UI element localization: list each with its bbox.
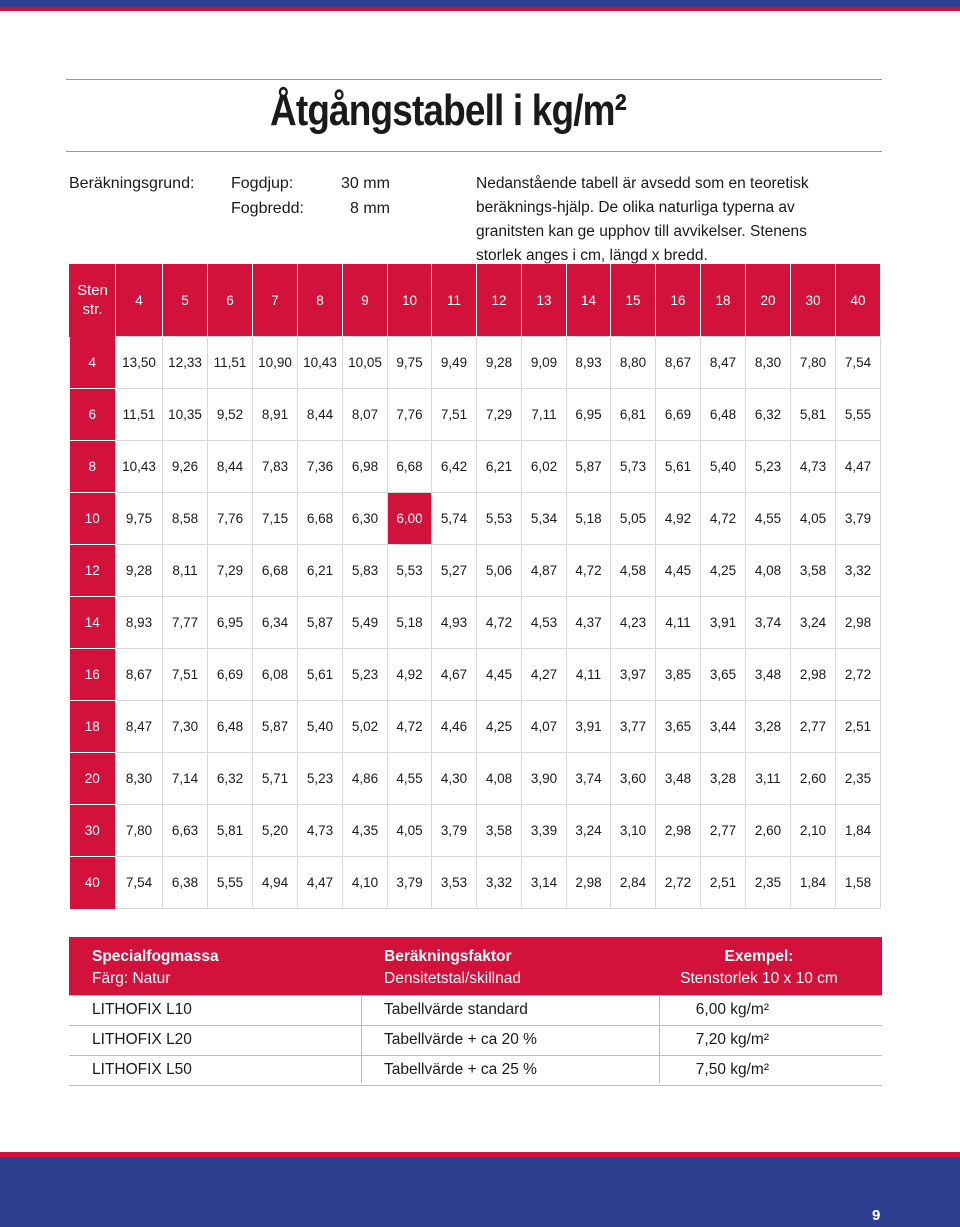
- table-cell: 2,60: [791, 753, 836, 805]
- table-cell: 7,80: [791, 337, 836, 389]
- table-cell: 3,85: [656, 649, 701, 701]
- row-header: 16: [70, 649, 116, 701]
- product-name: LITHOFIX L50: [92, 1061, 192, 1078]
- factor-table-body: [69, 995, 882, 1086]
- column-header: 15: [611, 264, 656, 337]
- table-cell: 4,37: [567, 597, 611, 649]
- table-cell: 8,93: [567, 337, 611, 389]
- table-row: [70, 701, 881, 753]
- page-title: Åtgångstabell i kg/m²: [270, 86, 627, 135]
- table-cell: 4,73: [298, 805, 343, 857]
- corner-label-line2: str.: [82, 301, 103, 318]
- table-cell: 4,72: [567, 545, 611, 597]
- table-cell: 4,25: [701, 545, 746, 597]
- table-cell: 4,05: [791, 493, 836, 545]
- table-cell: 5,23: [298, 753, 343, 805]
- table-cell: 10,05: [343, 337, 388, 389]
- joint-depth-label: Fogdjup:: [231, 175, 294, 192]
- col3-title: Exempel:: [724, 948, 794, 965]
- table-cell: 6,68: [253, 545, 298, 597]
- table-cell: 5,05: [611, 493, 656, 545]
- table-cell: 1,84: [836, 805, 881, 857]
- table-cell: 2,72: [656, 857, 701, 909]
- table-cell: 4,27: [522, 649, 567, 701]
- table-cell: 2,35: [746, 857, 791, 909]
- table-cell: 8,58: [163, 493, 208, 545]
- table-cell: 4,11: [656, 597, 701, 649]
- row-header: 30: [70, 805, 116, 857]
- table-cell: 3,74: [567, 753, 611, 805]
- table-cell: 5,23: [746, 441, 791, 493]
- table-cell: 4,10: [343, 857, 388, 909]
- table-cell: 2,35: [836, 753, 881, 805]
- factor-text: Tabellvärde + ca 20 %: [384, 1031, 537, 1048]
- top-blue-band: [0, 0, 960, 7]
- table-cell: 9,75: [116, 493, 163, 545]
- table-cell: 7,11: [522, 389, 567, 441]
- table-cell: 5,83: [343, 545, 388, 597]
- table-cell: 2,77: [701, 805, 746, 857]
- factor-row: [69, 1056, 882, 1086]
- table-row: [70, 389, 881, 441]
- title-rule-top: [66, 79, 882, 80]
- table-cell: 5,23: [343, 649, 388, 701]
- row-header: 4: [70, 337, 116, 389]
- table-cell: 5,55: [836, 389, 881, 441]
- column-header: 16: [656, 264, 701, 337]
- table-cell: 4,08: [746, 545, 791, 597]
- joint-depth-value: 30 mm: [341, 175, 390, 192]
- table-cell: 6,68: [388, 441, 432, 493]
- table-cell: 10,35: [163, 389, 208, 441]
- table-row: [70, 337, 881, 389]
- table-cell: 3,97: [611, 649, 656, 701]
- table-cell: 7,83: [253, 441, 298, 493]
- row-header: 8: [70, 441, 116, 493]
- column-header: 20: [746, 264, 791, 337]
- table-cell: 5,06: [477, 545, 522, 597]
- table-cell: 3,74: [746, 597, 791, 649]
- table-cell: 9,26: [163, 441, 208, 493]
- table-cell: 3,48: [746, 649, 791, 701]
- factor-table-header: [69, 937, 882, 995]
- table-cell: 3,79: [388, 857, 432, 909]
- table-cell: 5,34: [522, 493, 567, 545]
- table-cell: 5,81: [791, 389, 836, 441]
- table-cell: 8,07: [343, 389, 388, 441]
- bottom-blue-band: [0, 1152, 960, 1227]
- table-row: [70, 649, 881, 701]
- table-cell: 3,91: [701, 597, 746, 649]
- row-header: 12: [70, 545, 116, 597]
- table-cell: 3,24: [791, 597, 836, 649]
- table-cell: 9,75: [388, 337, 432, 389]
- table-cell: 1,84: [791, 857, 836, 909]
- row-header: 40: [70, 857, 116, 909]
- page-number: 9: [872, 1207, 881, 1224]
- bottom-red-stripe: [0, 1152, 960, 1157]
- title-rule-bottom: [66, 151, 882, 152]
- table-cell: 12,33: [163, 337, 208, 389]
- table-cell: 5,20: [253, 805, 298, 857]
- col3-subtitle: Stenstorlek 10 x 10 cm: [680, 970, 838, 987]
- table-cell: 5,87: [567, 441, 611, 493]
- joint-width-value: 8 mm: [350, 200, 390, 217]
- table-cell: 5,18: [567, 493, 611, 545]
- table-cell: 8,11: [163, 545, 208, 597]
- factor-row: [69, 1026, 882, 1056]
- table-cell: 4,08: [477, 753, 522, 805]
- table-row: [70, 753, 881, 805]
- table-cell: 10,43: [298, 337, 343, 389]
- table-cell: 7,77: [163, 597, 208, 649]
- table-cell: 4,45: [477, 649, 522, 701]
- table-cell: 3,77: [611, 701, 656, 753]
- factor-divider-2: [659, 995, 660, 1083]
- table-cell: 7,76: [388, 389, 432, 441]
- table-cell: 3,91: [567, 701, 611, 753]
- corner-header: [70, 264, 116, 337]
- table-cell: 3,44: [701, 701, 746, 753]
- table-cell: 7,54: [116, 857, 163, 909]
- table-cell: 8,30: [116, 753, 163, 805]
- table-cell: 6,30: [343, 493, 388, 545]
- table-cell: 11,51: [208, 337, 253, 389]
- example-value: 6,00 kg/m²: [695, 1001, 769, 1018]
- table-cell: 6,21: [477, 441, 522, 493]
- table-cell: 3,32: [477, 857, 522, 909]
- factor-divider-1: [361, 995, 362, 1083]
- table-cell: 3,65: [701, 649, 746, 701]
- table-cell: 4,86: [343, 753, 388, 805]
- table-cell: 2,98: [791, 649, 836, 701]
- column-header: 11: [432, 264, 477, 337]
- row-header: 10: [70, 493, 116, 545]
- column-header: 14: [567, 264, 611, 337]
- table-cell: 8,30: [746, 337, 791, 389]
- table-cell: 4,92: [388, 649, 432, 701]
- column-header: 12: [477, 264, 522, 337]
- table-cell: 3,79: [432, 805, 477, 857]
- table-cell: 8,44: [208, 441, 253, 493]
- table-row: [70, 441, 881, 493]
- table-header-row: [70, 264, 881, 337]
- table-cell: 7,36: [298, 441, 343, 493]
- table-cell: 3,58: [791, 545, 836, 597]
- table-cell: 4,25: [477, 701, 522, 753]
- table-cell: 4,72: [701, 493, 746, 545]
- table-cell: 8,67: [116, 649, 163, 701]
- row-header: 20: [70, 753, 116, 805]
- table-cell: 8,67: [656, 337, 701, 389]
- table-row: [70, 857, 881, 909]
- product-name: LITHOFIX L10: [92, 1001, 192, 1018]
- col2-subtitle: Densitetstal/skillnad: [384, 970, 521, 987]
- table-cell: 3,58: [477, 805, 522, 857]
- table-cell: 2,98: [656, 805, 701, 857]
- table-cell: 3,53: [432, 857, 477, 909]
- table-cell: 5,02: [343, 701, 388, 753]
- table-cell: 4,30: [432, 753, 477, 805]
- table-cell: 7,80: [116, 805, 163, 857]
- column-header: 4: [116, 264, 163, 337]
- joint-width-label: Fogbredd:: [231, 200, 304, 217]
- table-cell: 5,55: [208, 857, 253, 909]
- table-cell: 9,09: [522, 337, 567, 389]
- table-cell: 3,48: [656, 753, 701, 805]
- table-cell: 6,21: [298, 545, 343, 597]
- table-cell: 6,34: [253, 597, 298, 649]
- table-cell: 5,53: [477, 493, 522, 545]
- col1-subtitle: Färg: Natur: [92, 970, 171, 987]
- table-cell: 4,72: [477, 597, 522, 649]
- table-cell: 3,10: [611, 805, 656, 857]
- table-cell: 3,90: [522, 753, 567, 805]
- table-row: [70, 545, 881, 597]
- table-cell: 4,94: [253, 857, 298, 909]
- table-cell: 5,74: [432, 493, 477, 545]
- description-text: Nedanstående tabell är avsedd som en teoretisk beräknings-hjälp. De olika naturliga typerna av granitsten kan ge upphov till avvikelser. Stenens storlek anges i cm, längd x bredd.: [476, 175, 809, 264]
- table-cell: 6,81: [611, 389, 656, 441]
- table-cell: 5,87: [298, 597, 343, 649]
- table-cell: 6,32: [746, 389, 791, 441]
- table-cell: 8,44: [298, 389, 343, 441]
- column-header: 10: [388, 264, 432, 337]
- table-cell: 11,51: [116, 389, 163, 441]
- table-cell: 9,52: [208, 389, 253, 441]
- example-value: 7,20 kg/m²: [695, 1031, 769, 1048]
- table-cell: 3,79: [836, 493, 881, 545]
- basis-label: Beräkningsgrund:: [69, 175, 195, 192]
- column-header: 8: [298, 264, 343, 337]
- table-cell: 7,29: [208, 545, 253, 597]
- table-cell: 2,84: [611, 857, 656, 909]
- table-cell: 6,95: [567, 389, 611, 441]
- table-cell: 5,71: [253, 753, 298, 805]
- column-header: 40: [836, 264, 881, 337]
- table-cell: 9,49: [432, 337, 477, 389]
- table-cell: 4,55: [746, 493, 791, 545]
- table-cell: 7,14: [163, 753, 208, 805]
- table-cell: 1,58: [836, 857, 881, 909]
- table-cell: 6,98: [343, 441, 388, 493]
- table-cell: 2,60: [746, 805, 791, 857]
- corner-label-line1: Sten: [77, 282, 108, 299]
- table-cell: 7,51: [163, 649, 208, 701]
- table-cell: 6,02: [522, 441, 567, 493]
- table-cell: 4,35: [343, 805, 388, 857]
- row-header: 18: [70, 701, 116, 753]
- table-row: [70, 597, 881, 649]
- column-header: 5: [163, 264, 208, 337]
- table-cell: 6,69: [208, 649, 253, 701]
- table-cell: 4,92: [656, 493, 701, 545]
- table-row: [70, 805, 881, 857]
- table-cell: 4,53: [522, 597, 567, 649]
- top-red-stripe: [0, 7, 960, 11]
- table-cell: 6,48: [701, 389, 746, 441]
- table-cell: 2,51: [701, 857, 746, 909]
- table-cell: 5,18: [388, 597, 432, 649]
- table-cell: 6,38: [163, 857, 208, 909]
- example-value: 7,50 kg/m²: [695, 1061, 769, 1078]
- column-header: 7: [253, 264, 298, 337]
- table-cell: 8,91: [253, 389, 298, 441]
- table-cell: 4,07: [522, 701, 567, 753]
- column-header: 30: [791, 264, 836, 337]
- table-cell: 5,87: [253, 701, 298, 753]
- table-cell: 7,76: [208, 493, 253, 545]
- table-cell: 7,54: [836, 337, 881, 389]
- table-cell: 4,05: [388, 805, 432, 857]
- table-cell: 4,73: [791, 441, 836, 493]
- table-cell: 2,98: [836, 597, 881, 649]
- table-cell: 6,95: [208, 597, 253, 649]
- table-cell: 6,32: [208, 753, 253, 805]
- table-cell: 2,77: [791, 701, 836, 753]
- table-cell: 5,73: [611, 441, 656, 493]
- column-header: 18: [701, 264, 746, 337]
- table-cell: 3,11: [746, 753, 791, 805]
- table-cell: 4,11: [567, 649, 611, 701]
- table-cell: 4,72: [388, 701, 432, 753]
- table-cell: 4,93: [432, 597, 477, 649]
- factor-text: Tabellvärde + ca 25 %: [384, 1061, 537, 1078]
- row-header: 6: [70, 389, 116, 441]
- table-cell: 5,61: [656, 441, 701, 493]
- table-cell: 5,53: [388, 545, 432, 597]
- table-cell: 9,28: [116, 545, 163, 597]
- table-cell: 5,40: [701, 441, 746, 493]
- table-cell: 6,08: [253, 649, 298, 701]
- factor-text: Tabellvärde standard: [384, 1001, 528, 1018]
- table-cell: 6,69: [656, 389, 701, 441]
- table-cell: 3,32: [836, 545, 881, 597]
- table-cell: 5,49: [343, 597, 388, 649]
- table-cell: 8,80: [611, 337, 656, 389]
- table-cell: 4,23: [611, 597, 656, 649]
- column-header: 13: [522, 264, 567, 337]
- table-cell: 8,47: [701, 337, 746, 389]
- table-cell: 6,42: [432, 441, 477, 493]
- table-cell: 3,14: [522, 857, 567, 909]
- table-cell: 4,58: [611, 545, 656, 597]
- table-cell: 4,47: [836, 441, 881, 493]
- table-cell: 4,87: [522, 545, 567, 597]
- table-cell: 3,39: [522, 805, 567, 857]
- col1-title: Specialfogmassa: [92, 948, 219, 965]
- row-header: 14: [70, 597, 116, 649]
- table-cell: 5,40: [298, 701, 343, 753]
- table-cell: 2,10: [791, 805, 836, 857]
- table-cell: 2,98: [567, 857, 611, 909]
- table-cell: 3,28: [701, 753, 746, 805]
- table-cell: 2,72: [836, 649, 881, 701]
- table-cell: 6,48: [208, 701, 253, 753]
- table-cell: 4,55: [388, 753, 432, 805]
- table-row: [70, 493, 881, 545]
- table-cell: 4,45: [656, 545, 701, 597]
- table-cell: 6,63: [163, 805, 208, 857]
- table-cell: 3,28: [746, 701, 791, 753]
- table-cell: 4,47: [298, 857, 343, 909]
- table-cell: 4,67: [432, 649, 477, 701]
- table-cell: 3,65: [656, 701, 701, 753]
- table-cell: 9,28: [477, 337, 522, 389]
- table-cell: 7,15: [253, 493, 298, 545]
- table-cell: 13,50: [116, 337, 163, 389]
- table-cell-highlighted: 6,00: [388, 493, 432, 545]
- consumption-table: [69, 264, 881, 909]
- table-cell: 7,29: [477, 389, 522, 441]
- table-cell: 2,51: [836, 701, 881, 753]
- table-cell: 8,93: [116, 597, 163, 649]
- product-name: LITHOFIX L20: [92, 1031, 192, 1048]
- table-cell: 3,24: [567, 805, 611, 857]
- table-cell: 10,90: [253, 337, 298, 389]
- col2-title: Beräkningsfaktor: [384, 948, 512, 965]
- table-cell: 6,68: [298, 493, 343, 545]
- table-cell: 4,46: [432, 701, 477, 753]
- factor-row: [69, 995, 882, 1026]
- table-cell: 3,60: [611, 753, 656, 805]
- table-cell: 10,43: [116, 441, 163, 493]
- table-cell: 7,30: [163, 701, 208, 753]
- table-cell: 5,27: [432, 545, 477, 597]
- table-cell: 7,51: [432, 389, 477, 441]
- table-cell: 8,47: [116, 701, 163, 753]
- table-cell: 5,61: [298, 649, 343, 701]
- column-header: 9: [343, 264, 388, 337]
- column-header: 6: [208, 264, 253, 337]
- table-cell: 5,81: [208, 805, 253, 857]
